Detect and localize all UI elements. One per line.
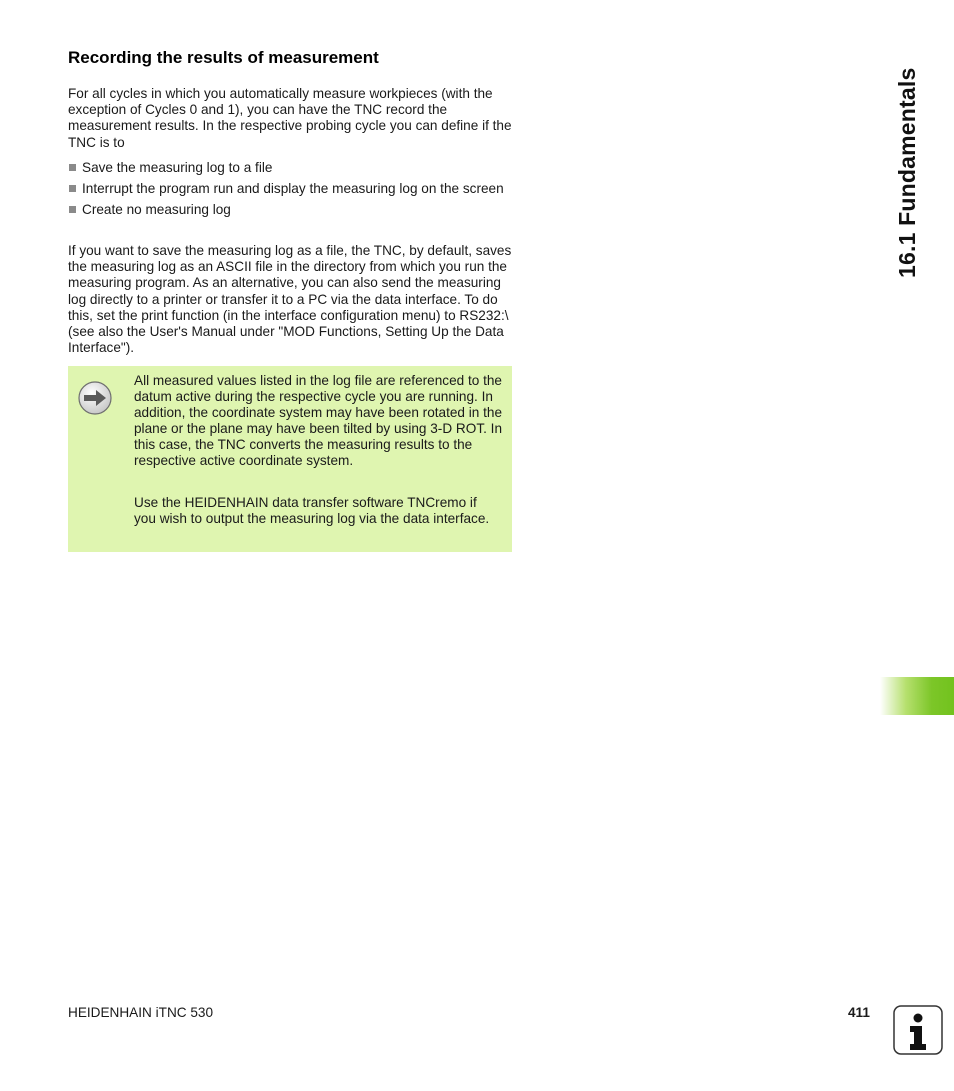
list-item-text: Interrupt the program run and display the measuring log on the screen xyxy=(82,181,504,197)
bullet-square-icon xyxy=(69,206,76,213)
list-item-text: Create no measuring log xyxy=(82,202,231,218)
section-heading: Recording the results of measurement xyxy=(68,48,379,67)
page-number: 411 xyxy=(848,1005,870,1020)
note-box xyxy=(68,366,512,552)
list-item-text: Save the measuring log to a file xyxy=(82,160,273,175)
note-paragraph: Use the HEIDENHAIN data transfer software TNCremo if you wish to output the measuring log via the data interface. xyxy=(134,495,490,527)
list-item xyxy=(68,160,513,176)
list-item xyxy=(68,181,513,197)
arrow-right-icon xyxy=(78,381,112,415)
chapter-tab xyxy=(880,677,954,715)
body-paragraph: If you want to save the measuring log as a file, the TNC, by default, saves the measuring log as an ASCII file in the directory from which you run the measuring program. As an alternative, you can also send the measuring log directly to a printer or transfer it to a PC via the data interface. To do this, set the print function (in the interface configuration menu) to RS232:\ (see also the User's Manual under "MOD Functions, Setting Up the Data Interface"). xyxy=(68,243,512,356)
list-item xyxy=(68,202,513,218)
bullet-square-icon xyxy=(69,164,76,171)
intro-paragraph: For all cycles in which you automatically measure workpieces (with the exception of Cycles 0 and 1), you can have the TNC record the measurement results. In the respective probing cycle you can define if the TNC is to xyxy=(68,86,512,150)
bullet-square-icon xyxy=(69,185,76,192)
note-paragraph: All measured values listed in the log file are referenced to the datum active during the respective cycle you are running. In addition, the coordinate system may have been rotated in the plane or the plane may have been tilted by using 3-D ROT. In this case, the TNC converts the measuring results to the respective active coordinate system. xyxy=(134,373,503,469)
footer-product: HEIDENHAIN iTNC 530 xyxy=(68,1005,214,1020)
info-icon xyxy=(893,1005,943,1055)
options-list xyxy=(68,160,513,219)
chapter-title: 16.1 Fundamentals xyxy=(894,67,920,278)
